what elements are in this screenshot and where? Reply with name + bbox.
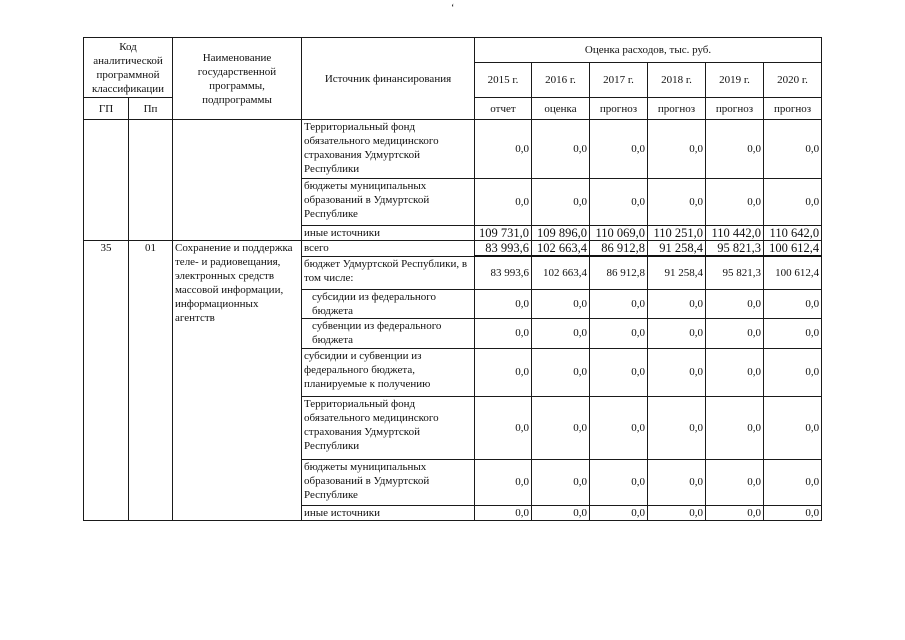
source-cell: иные источники xyxy=(302,505,475,520)
source-cell: Территориальный фонд обязательного медицинского страхования Удмуртской Республики xyxy=(302,120,475,179)
value-cell: 110 069,0 xyxy=(590,226,648,241)
pp-code: 01 xyxy=(129,241,173,521)
header-year: 2016 г. xyxy=(532,63,590,98)
value-cell: 91 258,4 xyxy=(648,256,706,289)
header-type: оценка xyxy=(532,98,590,120)
value-cell: 0,0 xyxy=(706,120,764,179)
header-type: прогноз xyxy=(648,98,706,120)
source-cell: бюджеты муниципальных образований в Удмуртской Республике xyxy=(302,179,475,226)
source-cell: Территориальный фонд обязательного медицинского страхования Удмуртской Республики xyxy=(302,396,475,459)
value-cell: 0,0 xyxy=(532,396,590,459)
header-type: прогноз xyxy=(706,98,764,120)
source-cell: иные источники xyxy=(302,226,475,241)
value-cell: 0,0 xyxy=(590,289,648,318)
value-cell: 0,0 xyxy=(648,179,706,226)
value-cell: 0,0 xyxy=(475,318,532,348)
gp-code: 35 xyxy=(84,241,129,521)
value-cell: 0,0 xyxy=(706,318,764,348)
value-cell: 0,0 xyxy=(475,120,532,179)
value-cell: 102 663,4 xyxy=(532,241,590,257)
value-cell: 0,0 xyxy=(706,179,764,226)
header-program-name: Наименование государственной программы, подпрограммы xyxy=(173,38,302,120)
value-cell: 0,0 xyxy=(475,505,532,520)
value-cell: 110 642,0 xyxy=(764,226,822,241)
value-cell: 0,0 xyxy=(648,505,706,520)
value-cell: 110 442,0 xyxy=(706,226,764,241)
value-cell: 91 258,4 xyxy=(648,241,706,257)
value-cell: 0,0 xyxy=(706,459,764,505)
value-cell: 0,0 xyxy=(706,348,764,396)
value-cell: 100 612,4 xyxy=(764,241,822,257)
header-year: 2020 г. xyxy=(764,63,822,98)
page-mark: ‘ xyxy=(451,3,455,14)
value-cell: 0,0 xyxy=(764,289,822,318)
header-gp: ГП xyxy=(84,98,129,120)
value-cell: 0,0 xyxy=(590,459,648,505)
value-cell: 0,0 xyxy=(764,348,822,396)
value-cell: 100 612,4 xyxy=(764,256,822,289)
header-year: 2018 г. xyxy=(648,63,706,98)
header-type: прогноз xyxy=(590,98,648,120)
value-cell: 109 896,0 xyxy=(532,226,590,241)
value-cell: 0,0 xyxy=(764,396,822,459)
value-cell: 83 993,6 xyxy=(475,256,532,289)
value-cell: 0,0 xyxy=(648,348,706,396)
value-cell: 110 251,0 xyxy=(648,226,706,241)
value-cell: 83 993,6 xyxy=(475,241,532,257)
header-pp: Пп xyxy=(129,98,173,120)
gp-cell-empty xyxy=(84,120,129,241)
source-cell: субсидии и субвенции из федерального бюджета, планируемые к получению xyxy=(302,348,475,396)
value-cell: 86 912,8 xyxy=(590,241,648,257)
value-cell: 0,0 xyxy=(648,459,706,505)
value-cell: 0,0 xyxy=(475,179,532,226)
value-cell: 0,0 xyxy=(590,120,648,179)
value-cell: 0,0 xyxy=(648,289,706,318)
header-code-group: Код аналитической программной классификации xyxy=(84,38,173,98)
value-cell: 0,0 xyxy=(475,396,532,459)
source-cell: субсидии из федерального бюджета xyxy=(302,289,475,318)
value-cell: 0,0 xyxy=(764,120,822,179)
value-cell: 0,0 xyxy=(648,396,706,459)
source-cell: субвенции из федерального бюджета xyxy=(302,318,475,348)
source-cell: всего xyxy=(302,241,475,257)
program-cell-empty xyxy=(173,120,302,241)
value-cell: 0,0 xyxy=(764,179,822,226)
value-cell: 0,0 xyxy=(590,318,648,348)
header-year: 2019 г. xyxy=(706,63,764,98)
source-cell: бюджет Удмуртской Республики, в том числе: xyxy=(302,256,475,289)
value-cell: 0,0 xyxy=(706,505,764,520)
value-cell: 0,0 xyxy=(532,318,590,348)
header-source: Источник финансирования xyxy=(302,38,475,120)
value-cell: 0,0 xyxy=(764,318,822,348)
value-cell: 0,0 xyxy=(764,459,822,505)
value-cell: 0,0 xyxy=(590,179,648,226)
value-cell: 109 731,0 xyxy=(475,226,532,241)
value-cell: 0,0 xyxy=(648,318,706,348)
budget-table xyxy=(83,37,822,521)
value-cell: 95 821,3 xyxy=(706,241,764,257)
value-cell: 102 663,4 xyxy=(532,256,590,289)
value-cell: 0,0 xyxy=(590,396,648,459)
value-cell: 0,0 xyxy=(532,505,590,520)
header-row-1 xyxy=(84,38,822,63)
value-cell: 0,0 xyxy=(706,289,764,318)
value-cell: 0,0 xyxy=(532,348,590,396)
value-cell: 0,0 xyxy=(532,120,590,179)
header-type: прогноз xyxy=(764,98,822,120)
value-cell: 0,0 xyxy=(532,459,590,505)
header-year: 2015 г. xyxy=(475,63,532,98)
header-year: 2017 г. xyxy=(590,63,648,98)
value-cell: 0,0 xyxy=(475,459,532,505)
value-cell: 86 912,8 xyxy=(590,256,648,289)
table-row xyxy=(84,120,822,179)
value-cell: 0,0 xyxy=(590,348,648,396)
header-estimate: Оценка расходов, тыс. руб. xyxy=(475,38,822,63)
value-cell: 0,0 xyxy=(706,396,764,459)
program-name: Сохранение и поддержка теле- и радиовещания, электронных средств массовой информации, информационных агентств xyxy=(173,241,302,521)
source-cell: бюджеты муниципальных образований в Удмуртской Республике xyxy=(302,459,475,505)
header-type: отчет xyxy=(475,98,532,120)
value-cell: 0,0 xyxy=(648,120,706,179)
value-cell: 0,0 xyxy=(532,289,590,318)
value-cell: 95 821,3 xyxy=(706,256,764,289)
table-row xyxy=(84,241,822,257)
value-cell: 0,0 xyxy=(532,179,590,226)
value-cell: 0,0 xyxy=(590,505,648,520)
value-cell: 0,0 xyxy=(475,348,532,396)
pp-cell-empty xyxy=(129,120,173,241)
value-cell: 0,0 xyxy=(764,505,822,520)
value-cell: 0,0 xyxy=(475,289,532,318)
